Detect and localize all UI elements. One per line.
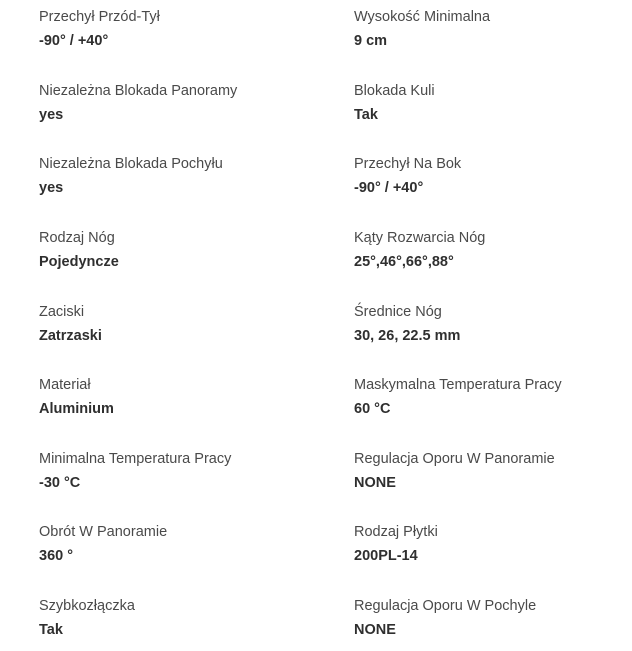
spec-label: Średnice Nóg — [354, 304, 442, 320]
spec-item-min-height — [354, 8, 624, 50]
spec-item-leg-diameters — [354, 303, 624, 345]
spec-value: 60 °C — [354, 401, 391, 417]
spec-label: Przechył Na Bok — [354, 156, 462, 172]
spec-value: Pojedyncze — [39, 254, 119, 270]
spec-value: yes — [39, 180, 64, 196]
spec-item-tilt-lock — [39, 155, 309, 197]
spec-value: -90° / +40° — [39, 33, 109, 49]
spec-value: Tak — [39, 622, 63, 638]
spec-value: Zatrzaski — [39, 328, 102, 344]
spec-value: 360 ° — [39, 548, 74, 564]
spec-item-leg-angles — [354, 229, 624, 271]
spec-item-panorama-rotation — [39, 523, 309, 565]
spec-value: -90° / +40° — [354, 180, 424, 196]
spec-item-front-back-tilt — [39, 8, 309, 50]
spec-item-tilt-friction — [354, 597, 624, 639]
spec-label: Regulacja Oporu W Panoramie — [354, 451, 555, 467]
spec-label: Szybkozłączka — [39, 598, 135, 614]
spec-label: Minimalna Temperatura Pracy — [39, 451, 232, 467]
spec-item-clamps — [39, 303, 309, 345]
spec-value: -30 °C — [39, 475, 81, 491]
spec-value: yes — [39, 107, 64, 123]
spec-label: Zaciski — [39, 304, 85, 320]
spec-item-ball-lock — [354, 82, 624, 124]
spec-value: Aluminium — [39, 401, 114, 417]
spec-label: Obrót W Panoramie — [39, 524, 168, 540]
spec-item-side-tilt — [354, 155, 624, 197]
spec-label: Maskymalna Temperatura Pracy — [354, 377, 562, 393]
spec-item-min-temperature — [39, 450, 309, 492]
spec-label: Blokada Kuli — [354, 83, 435, 99]
spec-value: NONE — [354, 622, 396, 638]
spec-label: Wysokość Minimalna — [354, 9, 491, 25]
spec-item-plate-type — [354, 523, 624, 565]
spec-value: 25°,46°,66°,88° — [354, 254, 454, 270]
spec-item-panorama-lock — [39, 82, 309, 124]
spec-value: NONE — [354, 475, 396, 491]
spec-label: Materiał — [39, 377, 91, 393]
spec-label: Przechył Przód-Tył — [39, 9, 160, 25]
spec-label: Niezależna Blokada Panoramy — [39, 83, 238, 99]
spec-item-quick-release — [39, 597, 309, 639]
spec-label: Rodzaj Płytki — [354, 524, 438, 540]
spec-item-panorama-friction — [354, 450, 624, 492]
spec-item-max-temperature — [354, 376, 624, 418]
spec-label: Niezależna Blokada Pochyłu — [39, 156, 223, 172]
spec-value: 200PL-14 — [354, 548, 418, 564]
spec-label: Rodzaj Nóg — [39, 230, 115, 246]
spec-value: Tak — [354, 107, 378, 123]
spec-item-material — [39, 376, 309, 418]
spec-item-leg-type — [39, 229, 309, 271]
spec-value: 9 cm — [354, 33, 388, 49]
spec-label: Regulacja Oporu W Pochyle — [354, 598, 537, 614]
spec-label: Kąty Rozwarcia Nóg — [354, 230, 486, 246]
spec-value: 30, 26, 22.5 mm — [354, 328, 461, 344]
